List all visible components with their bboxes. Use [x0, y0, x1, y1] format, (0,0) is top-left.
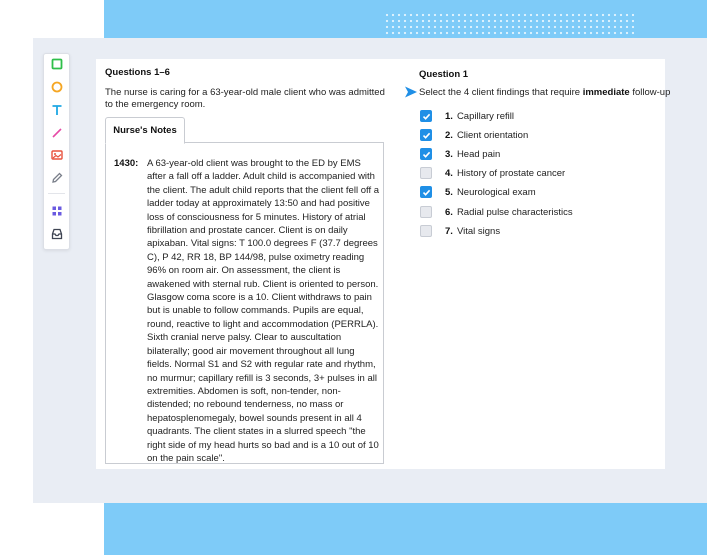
option-number: 1. [445, 110, 453, 122]
checkbox-unchecked[interactable] [420, 167, 432, 179]
question-prompt [419, 87, 670, 98]
drawing-toolbar [43, 53, 70, 250]
scenario-text: The nurse is caring for a 63-year-old male client who was admitted to the emergency room. [105, 87, 385, 110]
option-label: Client orientation [456, 129, 529, 141]
answer-option[interactable] [420, 109, 514, 123]
option-number: 4. [445, 167, 453, 179]
checkmark-icon [422, 188, 431, 197]
option-number: 2. [445, 129, 453, 141]
pencil-tool[interactable] [44, 169, 69, 187]
prompt-text-start: Select the 4 client findings that require [419, 87, 583, 98]
checkbox-checked[interactable] [420, 148, 432, 160]
checkbox-unchecked[interactable] [420, 225, 432, 237]
circle-icon [51, 81, 63, 93]
option-number: 7. [445, 225, 453, 237]
option-number: 3. [445, 148, 453, 160]
option-label: Capillary refill [456, 110, 514, 122]
tab-nurses-notes[interactable]: Nurse's Notes [105, 117, 185, 144]
answer-option[interactable] [420, 205, 573, 219]
answer-option[interactable] [420, 224, 500, 238]
prompt-arrow-icon [404, 85, 418, 99]
checkmark-icon [422, 150, 431, 159]
answer-option[interactable] [420, 147, 500, 161]
option-label: Neurological exam [456, 186, 536, 198]
option-label: Radial pulse characteristics [456, 206, 573, 218]
image-icon [51, 149, 63, 161]
note-timestamp: 1430: [114, 158, 139, 169]
image-tool[interactable] [44, 146, 69, 164]
questions-range-title: Questions 1–6 [105, 67, 170, 78]
option-number: 5. [445, 186, 453, 198]
option-label: Vital signs [456, 225, 501, 237]
checkbox-checked[interactable] [420, 129, 432, 141]
text-icon [51, 104, 63, 116]
prompt-text-end: follow-up [629, 87, 671, 98]
toolbar-divider [48, 193, 65, 194]
option-number: 6. [445, 206, 453, 218]
answer-option[interactable] [420, 185, 536, 199]
answer-option[interactable] [420, 166, 565, 180]
option-label: Head pain [456, 148, 501, 160]
pencil-icon [51, 172, 63, 184]
background-dot-pattern [384, 12, 634, 38]
text-tool[interactable] [44, 101, 69, 119]
inbox-icon [51, 228, 63, 240]
checkmark-icon [422, 131, 431, 140]
rectangle-tool[interactable] [44, 55, 69, 73]
prompt-emphasis: immediate [582, 87, 630, 98]
checkbox-checked[interactable] [420, 186, 432, 198]
checkbox-unchecked[interactable] [420, 206, 432, 218]
grid-tool[interactable] [44, 202, 69, 220]
circle-tool[interactable] [44, 78, 69, 96]
checkbox-checked[interactable] [420, 110, 432, 122]
line-tool[interactable] [44, 124, 69, 142]
answer-option[interactable] [420, 128, 528, 142]
inbox-tool[interactable] [44, 225, 69, 243]
option-label: History of prostate cancer [456, 167, 566, 179]
rectangle-icon [51, 58, 63, 70]
note-text: A 63-year-old client was brought to the ED by EMS after a fall off a ladder. Adult child is accompanied with the client. The adult child reports that the client fell off a ladder today at approximately 13:50 and had positive loss of consciousness for 5 minutes. History of atrial fibrillation and prostate cancer. Client is on daily apixaban. Vital signs: T 100.0 degrees F (37.7 degrees C), P 42, RR 18, BP 144/98, pulse oximetry reading 96% on room air. On assessment, the client is awakened with sternal rub. Client is oriented to person. Glasgow coma score is a 10. Client withdraws to pain but is unable to follow commands. Pupils are equal, round, reactive to light and accommodation (PERRLA). Sixth cranial nerve palsy. Clear to auscultation bilaterally; good air movement throughout all lung fields. Normal S1 and S2 with regular rate and rhythm, no murmur; capillary refill is 3 seconds, 3+ pulses in all extremities. Abdomen is soft, non-tender, non-distended; no rebound tenderness, no mass or hepatosplenomegaly, bowel sounds present in all 4 quadrants. The client states in a slurred speech "the right side of my head hurts so bad and is a 10 out of 10 on the pain scale". [147, 158, 380, 464]
checkmark-icon [422, 112, 431, 121]
question-title: Question 1 [419, 69, 469, 80]
grid-icon [51, 205, 63, 217]
line-icon [51, 127, 63, 139]
